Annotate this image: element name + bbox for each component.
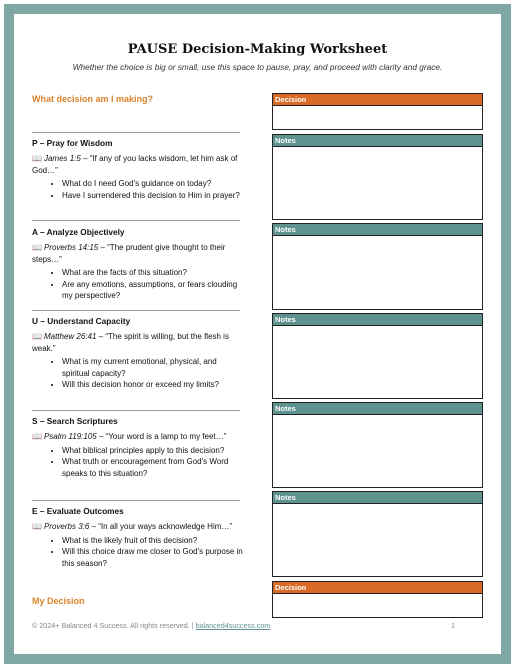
question: • What truth or encouragement from God's Word speaks to this situation? (62, 456, 244, 479)
step-title: S – Search Scriptures (32, 416, 118, 426)
question: • Will this choice draw me closer to God's purpose in this season? (62, 546, 244, 569)
page-number: 1 (451, 621, 455, 630)
step-title: A – Analyze Objectively (32, 227, 125, 237)
divider (32, 500, 240, 501)
box-header: Notes (273, 224, 482, 236)
verse-ref: Proverbs 3:6 (43, 522, 90, 532)
footer-link[interactable]: balanced4success.com (195, 621, 271, 630)
decision-box-bottom[interactable] (272, 581, 483, 618)
divider (32, 132, 240, 133)
step-understand (32, 316, 244, 390)
page-frame-top (4, 4, 511, 14)
question-list (32, 535, 244, 569)
page-frame-right (501, 4, 511, 660)
step-evaluate (32, 506, 244, 569)
divider (32, 220, 240, 221)
page-frame-bottom (4, 654, 511, 664)
book-icon: 📖 (32, 154, 42, 164)
question-list (32, 445, 244, 479)
verse: 📖 James 1:5 – “If any of you lacks wisdom, let him ask of God…” (32, 154, 238, 175)
question: • What is my current emotional, physical, and spiritual capacity? (62, 356, 244, 379)
step-search (32, 416, 244, 479)
box-header: Notes (273, 492, 482, 504)
question: • Have I surrendered this decision to Him in prayer? (62, 190, 244, 201)
notes-box-evaluate[interactable] (272, 491, 483, 577)
page-frame-left (4, 4, 14, 660)
footer-copyright: © 2024+ Balanced 4 Success. All rights reserved. | (32, 621, 196, 630)
question: • What do I need God's guidance on today? (62, 178, 244, 189)
decision-prompt: What decision am I making? (32, 94, 154, 104)
step-title: U – Understand Capacity (32, 316, 131, 326)
box-header: Decision (273, 582, 482, 594)
verse-quote: “The spirit is willing, but the flesh is weak.” (32, 332, 229, 353)
box-header: Notes (273, 403, 482, 415)
question-list (32, 267, 244, 301)
box-header: Decision (273, 94, 482, 106)
box-header: Notes (273, 314, 482, 326)
verse: 📖 Proverbs 14:15 – “The prudent give thought to their steps…” (32, 243, 226, 264)
step-title: E – Evaluate Outcomes (32, 506, 124, 516)
question: • What are the facts of this situation? (62, 267, 244, 278)
question-list (32, 356, 244, 390)
verse: 📖 Proverbs 3:6 – “In all your ways acknowledge Him…” (32, 522, 233, 532)
question: • What biblical principles apply to this decision? (62, 445, 244, 456)
step-analyze (32, 227, 244, 301)
notes-box-pray[interactable] (272, 134, 483, 220)
decision-box-top[interactable] (272, 93, 483, 130)
question: • Are any emotions, assumptions, or fears clouding my perspective? (62, 279, 244, 302)
verse-quote: “The prudent give thought to their steps…” (32, 243, 226, 264)
question-list (32, 178, 244, 201)
notes-box-analyze[interactable] (272, 223, 483, 310)
book-icon: 📖 (32, 332, 42, 342)
footer (32, 621, 270, 630)
verse-ref: Proverbs 14:15 (43, 243, 99, 253)
verse-quote: “If any of you lacks wisdom, let him ask of God…” (32, 154, 238, 175)
verse-ref: Matthew 26:41 (43, 332, 97, 342)
divider (32, 410, 240, 411)
step-title: P – Pray for Wisdom (32, 138, 113, 148)
step-pray (32, 138, 244, 201)
verse-ref: Psalm 119:105 (43, 432, 97, 442)
book-icon: 📖 (32, 522, 42, 532)
my-decision-heading: My Decision (32, 596, 85, 606)
verse-quote: “In all your ways acknowledge Him…” (98, 522, 233, 532)
verse-ref: James 1:5 (43, 154, 81, 164)
book-icon: 📖 (32, 432, 42, 442)
book-icon: 📖 (32, 243, 42, 253)
verse: 📖 Psalm 119:105 – “Your word is a lamp to my feet…” (32, 432, 227, 442)
box-header: Notes (273, 135, 482, 147)
divider (32, 310, 240, 311)
question: • What is the likely fruit of this decision? (62, 535, 244, 546)
notes-box-search[interactable] (272, 402, 483, 488)
verse-quote: “Your word is a lamp to my feet…” (105, 432, 227, 442)
question: • Will this decision honor or exceed my limits? (62, 379, 244, 390)
page-title: PAUSE Decision-Making Worksheet (127, 42, 388, 57)
page-subtitle: Whether the choice is big or small, use this space to pause, pray, and proceed with clarity and grace. (72, 62, 443, 72)
notes-box-understand[interactable] (272, 313, 483, 399)
verse: 📖 Matthew 26:41 – “The spirit is willing, but the flesh is weak.” (32, 332, 229, 353)
